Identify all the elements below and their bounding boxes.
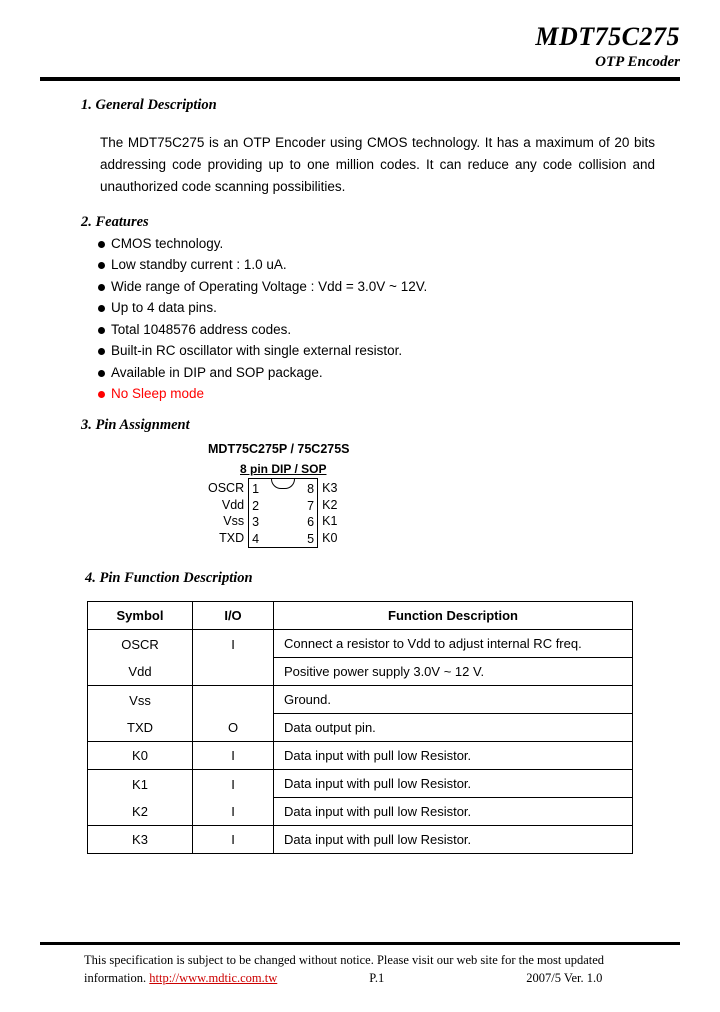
table-row bbox=[88, 630, 633, 658]
chip-pin-rows bbox=[249, 481, 317, 547]
list-item: Low standby current : 1.0 uA. bbox=[98, 258, 680, 272]
pin-number-left: 1 bbox=[252, 481, 260, 496]
cell-io bbox=[193, 658, 274, 686]
column-header-symbol: Symbol bbox=[88, 602, 193, 630]
cell-symbol: Vss bbox=[88, 686, 193, 714]
page-header bbox=[40, 0, 680, 72]
section-title-pin-assignment: 3. Pin Assignment bbox=[81, 416, 190, 433]
pin-label-left: TXD bbox=[219, 530, 245, 545]
cell-io: O bbox=[193, 714, 274, 742]
pin-label-left: Vss bbox=[223, 514, 245, 529]
cell-io: I bbox=[193, 630, 274, 658]
pin-function-table bbox=[87, 601, 633, 854]
pin-label-left: Vdd bbox=[221, 497, 245, 512]
features-list bbox=[40, 237, 680, 401]
table-row bbox=[88, 798, 633, 826]
list-item: CMOS technology. bbox=[98, 237, 680, 251]
cell-symbol: K0 bbox=[88, 742, 193, 770]
pin-label-right: K0 bbox=[322, 530, 338, 545]
table-row bbox=[88, 714, 633, 742]
header-divider bbox=[40, 77, 680, 81]
cell-description: Data input with pull low Resistor. bbox=[274, 742, 633, 770]
cell-description: Data input with pull low Resistor. bbox=[274, 826, 633, 854]
page-footer bbox=[40, 942, 680, 986]
cell-io: I bbox=[193, 826, 274, 854]
column-header-function-description: Function Description bbox=[274, 602, 633, 630]
pin-number-right: 5 bbox=[307, 531, 315, 546]
chip-right-labels bbox=[318, 478, 337, 546]
footer-notice: This specification is subject to be changed without notice. Please visit our web site for the most updated bbox=[84, 952, 605, 967]
footer-website-link[interactable]: http://www.mdtic.com.tw bbox=[149, 971, 278, 985]
cell-description: Data input with pull low Resistor. bbox=[274, 770, 633, 798]
chip-outline bbox=[208, 478, 680, 548]
cell-symbol: K3 bbox=[88, 826, 193, 854]
footer-page-number: P.1 bbox=[369, 971, 385, 985]
footer-version: 2007/5 Ver. 1.0 bbox=[526, 971, 603, 985]
pin-assignment-diagram bbox=[208, 442, 680, 548]
chip-row bbox=[249, 514, 317, 531]
cell-symbol: TXD bbox=[88, 714, 193, 742]
table-row bbox=[88, 770, 633, 798]
pin-label-right: K3 bbox=[322, 480, 338, 495]
cell-description: Ground. bbox=[274, 686, 633, 714]
general-description-text: The MDT75C275 is an OTP Encoder using CMOS technology. It has a maximum of 20 bits addressing code providing up to one million codes. It can reduce any code collision and unauthorized code scanning possibilities. bbox=[100, 135, 655, 195]
section-title-general-description: 1. General Description bbox=[81, 97, 217, 114]
footer-divider bbox=[40, 942, 680, 945]
pin-number-left: 4 bbox=[252, 531, 260, 546]
package-subtitle: 8 pin DIP / SOP bbox=[240, 461, 327, 476]
cell-description: Data input with pull low Resistor. bbox=[274, 798, 633, 826]
table-row bbox=[88, 742, 633, 770]
chip-row bbox=[249, 481, 317, 498]
table-row bbox=[88, 686, 633, 714]
pin-number-left: 3 bbox=[252, 515, 260, 530]
cell-io: I bbox=[193, 742, 274, 770]
package-title: MDT75C275P / 75C275S bbox=[208, 441, 350, 456]
table-header-row bbox=[88, 602, 633, 630]
cell-symbol: OSCR bbox=[88, 630, 193, 658]
cell-description: Data output pin. bbox=[274, 714, 633, 742]
chip-left-labels bbox=[208, 478, 248, 546]
pin-label-right: K1 bbox=[322, 514, 338, 529]
pin-number-left: 2 bbox=[252, 498, 260, 513]
cell-io: I bbox=[193, 770, 274, 798]
pin-label-right: K2 bbox=[322, 497, 338, 512]
part-number: MDT75C275 bbox=[535, 22, 680, 51]
list-item-no-sleep-mode: No Sleep mode bbox=[98, 387, 680, 401]
cell-description: Connect a resistor to Vdd to adjust internal RC freq. bbox=[274, 630, 633, 658]
pin-number-right: 7 bbox=[307, 498, 315, 513]
footer-meta-row bbox=[40, 971, 680, 986]
product-subtitle: OTP Encoder bbox=[595, 53, 680, 70]
footer-info-label: information. bbox=[84, 971, 150, 985]
list-item: Available in DIP and SOP package. bbox=[98, 366, 680, 380]
pin-number-right: 8 bbox=[307, 481, 315, 496]
chip-row bbox=[249, 531, 317, 548]
table-row bbox=[88, 826, 633, 854]
cell-symbol: Vdd bbox=[88, 658, 193, 686]
chip-row bbox=[249, 498, 317, 515]
cell-io: I bbox=[193, 798, 274, 826]
cell-symbol: K2 bbox=[88, 798, 193, 826]
section-title-pin-function-description: 4. Pin Function Description bbox=[85, 570, 253, 587]
list-item: Wide range of Operating Voltage : Vdd = 3.0V ~ 12V. bbox=[98, 280, 680, 294]
column-header-io: I/O bbox=[193, 602, 274, 630]
pin-number-right: 6 bbox=[307, 515, 315, 530]
cell-io bbox=[193, 686, 274, 714]
section-title-features: 2. Features bbox=[81, 213, 149, 230]
list-item: Built-in RC oscillator with single external resistor. bbox=[98, 344, 680, 358]
cell-description: Positive power supply 3.0V ~ 12 V. bbox=[274, 658, 633, 686]
table-row bbox=[88, 658, 633, 686]
list-item: Total 1048576 address codes. bbox=[98, 323, 680, 337]
cell-symbol: K1 bbox=[88, 770, 193, 798]
pin-label-left: OSCR bbox=[208, 480, 245, 495]
list-item: Up to 4 data pins. bbox=[98, 301, 680, 315]
chip-body bbox=[248, 478, 318, 548]
